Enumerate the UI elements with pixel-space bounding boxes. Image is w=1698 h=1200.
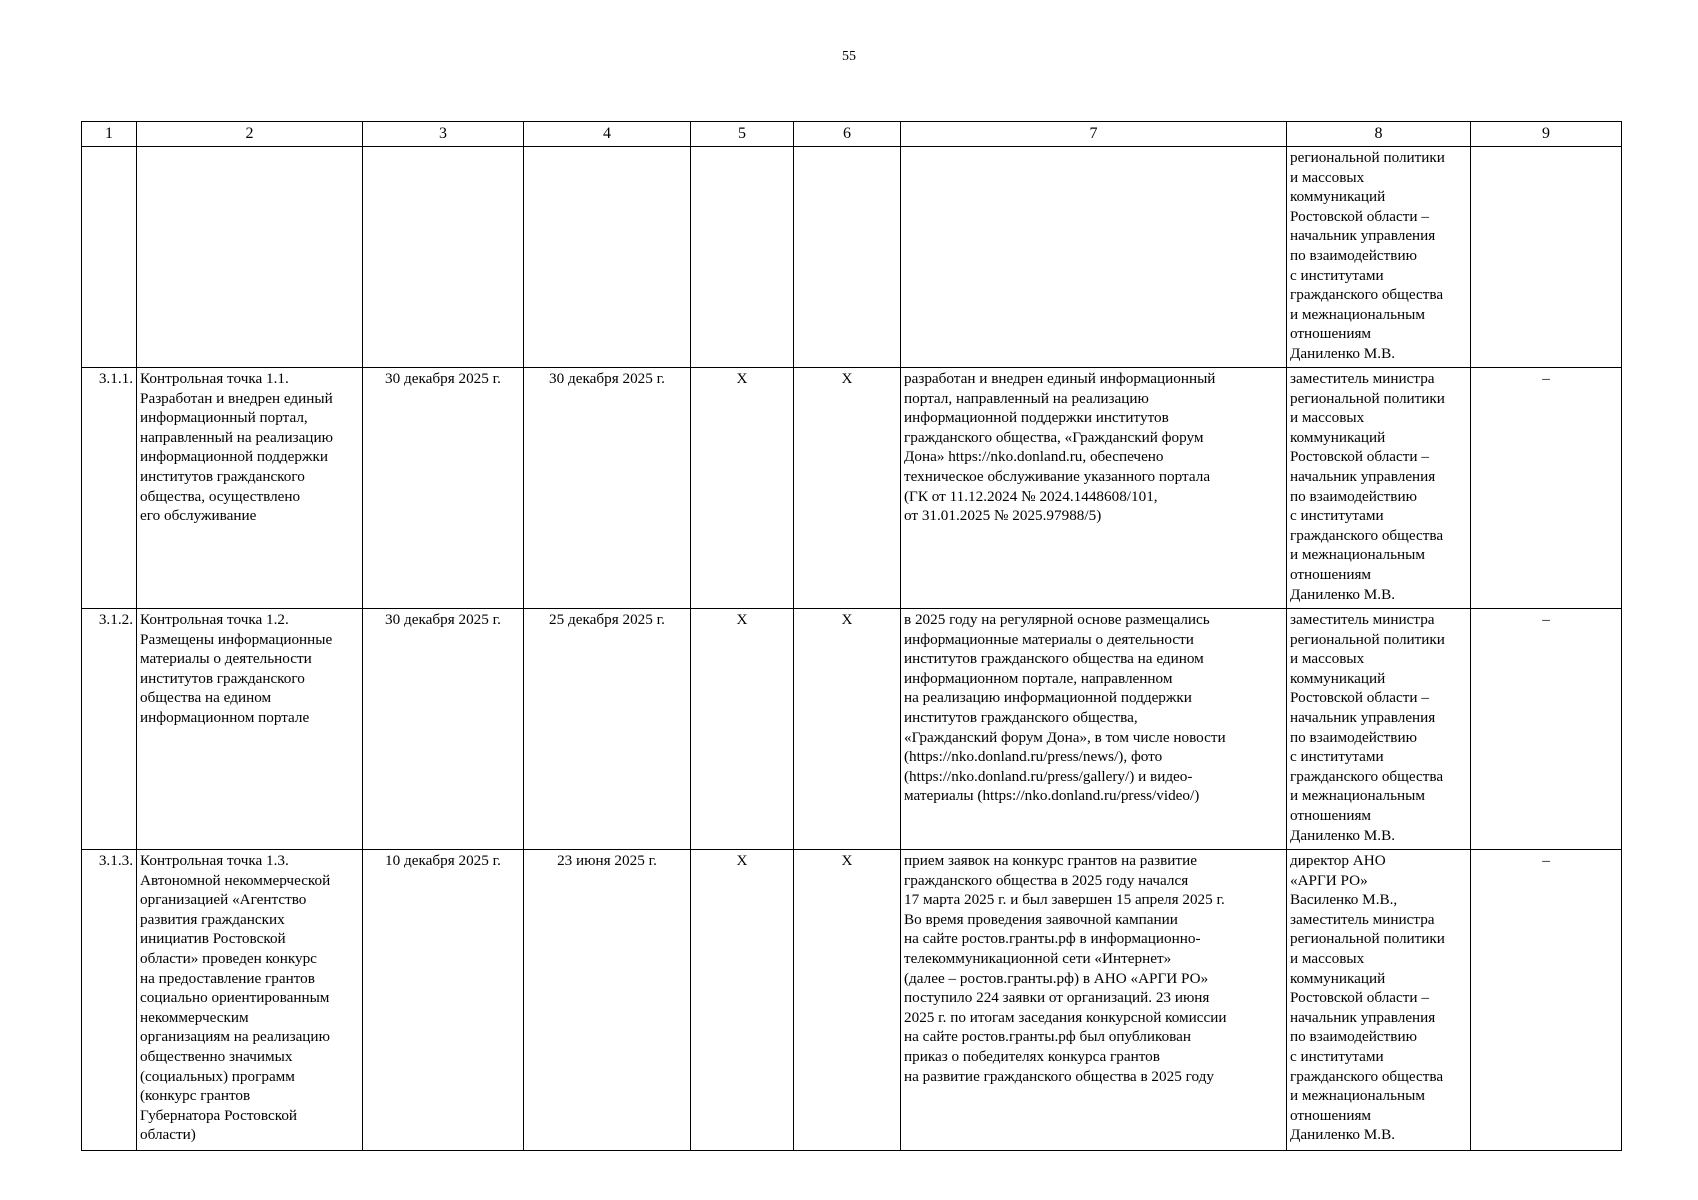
row-number-cell: [82, 147, 137, 368]
column-header: 5: [691, 122, 794, 147]
actual-date-cell: 23 июня 2025 г.: [524, 850, 691, 1151]
row-number-cell: 3.1.1.: [82, 368, 137, 609]
table-row: [82, 368, 1622, 609]
column-6-cell: Х: [794, 368, 901, 609]
table-row: [82, 850, 1622, 1151]
planned-date-cell: 30 декабря 2025 г.: [363, 368, 524, 609]
column-9-cell: [1471, 147, 1622, 368]
column-header: 4: [524, 122, 691, 147]
checkpoint-name-cell: Контрольная точка 1.1. Разработан и внедрен единый информационный портал, направленный на реализацию информационной поддержки институтов гражданского общества, осуществлено его обслуживание: [137, 368, 363, 609]
row-number-cell: 3.1.2.: [82, 609, 137, 850]
table-row: [82, 147, 1622, 368]
column-6-cell: Х: [794, 609, 901, 850]
actual-date-cell: 30 декабря 2025 г.: [524, 368, 691, 609]
result-cell: разработан и внедрен единый информационный портал, направленный на реализацию информационной поддержки институтов гражданского общества, «Гражданский форум Дона» https://nko.donland.ru, обеспечено техническое обслуживание указанного портала (ГК от 11.12.2024 № 2024.1448608/101, от 31.01.2025 № 2025.97988/5): [901, 368, 1287, 609]
table-header-row: [82, 122, 1622, 147]
checkpoint-name-cell: Контрольная точка 1.2. Размещены информационные материалы о деятельности институтов гражданского общества на едином информационном портале: [137, 609, 363, 850]
planned-date-cell: [363, 147, 524, 368]
column-header: 7: [901, 122, 1287, 147]
actual-date-cell: 25 декабря 2025 г.: [524, 609, 691, 850]
column-6-cell: Х: [794, 850, 901, 1151]
responsible-cell: заместитель министра региональной политики и массовых коммуникаций Ростовской области – начальник управления по взаимодействию с институтами гражданского общества и межнациональным отношениям Даниленко М.В.: [1287, 368, 1471, 609]
column-9-cell: –: [1471, 850, 1622, 1151]
column-header: 8: [1287, 122, 1471, 147]
column-header: 3: [363, 122, 524, 147]
column-5-cell: [691, 147, 794, 368]
result-cell: в 2025 году на регулярной основе размещались информационные материалы о деятельности институтов гражданского общества на едином информационном портале, направленном на реализацию информационной поддержки институтов гражданского общества, «Гражданский форум Дона», в том числе новости (https://nko.donland.ru/press/news/), фото (https://nko.donland.ru/press/gallery/) и видео- материалы (https://nko.donland.ru/press/video/): [901, 609, 1287, 850]
column-9-cell: –: [1471, 368, 1622, 609]
column-header: 1: [82, 122, 137, 147]
row-number-cell: 3.1.3.: [82, 850, 137, 1151]
responsible-cell: заместитель министра региональной политики и массовых коммуникаций Ростовской области – начальник управления по взаимодействию с институтами гражданского общества и межнациональным отношениям Даниленко М.В.: [1287, 609, 1471, 850]
column-5-cell: Х: [691, 609, 794, 850]
page-number: 55: [842, 49, 856, 64]
table-row: [82, 609, 1622, 850]
planned-date-cell: 30 декабря 2025 г.: [363, 609, 524, 850]
result-cell: [901, 147, 1287, 368]
column-5-cell: Х: [691, 850, 794, 1151]
column-header: 9: [1471, 122, 1622, 147]
responsible-cell: директор АНО «АРГИ РО» Василенко М.В., заместитель министра региональной политики и массовых коммуникаций Ростовской области – начальник управления по взаимодействию с институтами гражданского общества и межнациональным отношениям Даниленко М.В.: [1287, 850, 1471, 1151]
column-6-cell: [794, 147, 901, 368]
planned-date-cell: 10 декабря 2025 г.: [363, 850, 524, 1151]
responsible-cell: региональной политики и массовых коммуникаций Ростовской области – начальник управления по взаимодействию с институтами гражданского общества и межнациональным отношениям Даниленко М.В.: [1287, 147, 1471, 368]
checkpoint-name-cell: Контрольная точка 1.3. Автономной некоммерческой организацией «Агентство развития гражданских инициатив Ростовской области» проведен конкурс на предоставление грантов социально ориентированным некоммерческим организациям на реализацию общественно значимых (социальных) программ (конкурс грантов Губернатора Ростовской области): [137, 850, 363, 1151]
checkpoint-name-cell: [137, 147, 363, 368]
actual-date-cell: [524, 147, 691, 368]
column-9-cell: –: [1471, 609, 1622, 850]
result-cell: прием заявок на конкурс грантов на развитие гражданского общества в 2025 году начался 17 марта 2025 г. и был завершен 15 апреля 2025 г. Во время проведения заявочной кампании на сайте ростов.гранты.рф в информационно- телекоммуникационной сети «Интернет» (далее – ростов.гранты.рф) в АНО «АРГИ РО» поступило 224 заявки от организаций. 23 июня 2025 г. по итогам заседания конкурсной комиссии на сайте ростов.гранты.рф был опубликован приказ о победителях конкурса грантов на развитие гражданского общества в 2025 году: [901, 850, 1287, 1151]
column-header: 6: [794, 122, 901, 147]
column-header: 2: [137, 122, 363, 147]
column-5-cell: Х: [691, 368, 794, 609]
report-table: [81, 121, 1622, 1151]
